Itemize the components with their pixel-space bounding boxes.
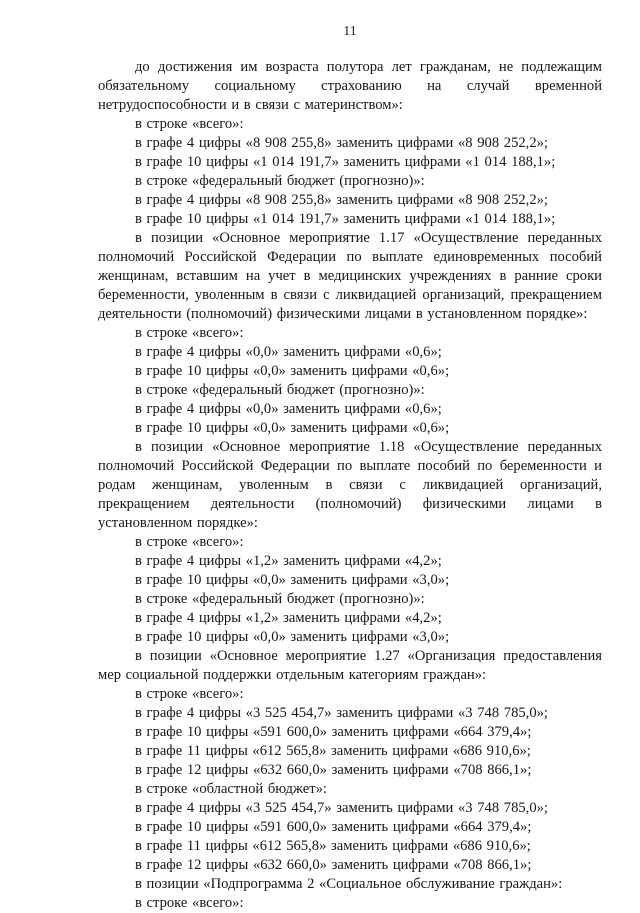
- paragraph: в позиции «Основное мероприятие 1.17 «Осуществление переданных полномочий Российской Федерации по выплате единовременных пособий женщинам, вставшим на учет в медицинских учреждениях в ранние сроки беременности, уволенным в связи с ликвидацией организаций, прекращением деятельности (полномочий) физическими лицами в установленном порядке»:: [98, 230, 602, 322]
- paragraph: в графе 10 цифры «591 600,0» заменить цифрами «664 379,4»;: [135, 819, 532, 835]
- paragraph: в графе 12 цифры «632 660,0» заменить цифрами «708 866,1»;: [135, 857, 532, 873]
- paragraph: в строке «областной бюджет»:: [135, 781, 327, 797]
- paragraph: в графе 10 цифры «1 014 191,7» заменить цифрами «1 014 188,1»;: [135, 211, 556, 227]
- paragraph: в позиции «Основное мероприятие 1.27 «Организация предоставления мер социальной поддержки отдельным категориям граждан»:: [98, 648, 602, 683]
- paragraph: в графе 4 цифры «0,0» заменить цифрами «0,6»;: [135, 401, 442, 417]
- paragraph: в графе 10 цифры «1 014 191,7» заменить цифрами «1 014 188,1»;: [135, 154, 556, 170]
- paragraph: в графе 10 цифры «0,0» заменить цифрами «3,0»;: [135, 629, 450, 645]
- paragraph: в графе 11 цифры «612 565,8» заменить цифрами «686 910,6»;: [135, 743, 531, 759]
- paragraph: в графе 4 цифры «1,2» заменить цифрами «4,2»;: [135, 553, 442, 569]
- paragraph: в графе 4 цифры «3 525 454,7» заменить цифрами «3 748 785,0»;: [135, 800, 548, 816]
- page-number: 11: [343, 24, 357, 39]
- paragraph: до достижения им возраста полутора лет гражданам, не подлежащим обязательному социальному страхованию на случай временной нетрудоспособности и в связи с материнством»:: [98, 59, 602, 113]
- paragraph: в графе 4 цифры «3 525 454,7» заменить цифрами «3 748 785,0»;: [135, 705, 548, 721]
- paragraph: в строке «всего»:: [135, 686, 244, 702]
- paragraph: в графе 10 цифры «0,0» заменить цифрами «0,6»;: [135, 363, 450, 379]
- paragraph: в графе 10 цифры «0,0» заменить цифрами «3,0»;: [135, 572, 450, 588]
- paragraph-list: [98, 58, 602, 913]
- paragraph: в строке «всего»:: [135, 116, 244, 132]
- paragraph: в строке «всего»:: [135, 895, 244, 911]
- paragraph: в графе 4 цифры «0,0» заменить цифрами «0,6»;: [135, 344, 442, 360]
- paragraph: в строке «федеральный бюджет (прогнозно)»:: [135, 382, 425, 398]
- paragraph: в графе 4 цифры «8 908 255,8» заменить цифрами «8 908 252,2»;: [135, 192, 548, 208]
- paragraph: в графе 10 цифры «591 600,0» заменить цифрами «664 379,4»;: [135, 724, 532, 740]
- paragraph: в графе 4 цифры «1,2» заменить цифрами «4,2»;: [135, 610, 442, 626]
- paragraph: в строке «всего»:: [135, 534, 244, 550]
- paragraph: в графе 11 цифры «612 565,8» заменить цифрами «686 910,6»;: [135, 838, 531, 854]
- paragraph: в позиции «Основное мероприятие 1.18 «Осуществление переданных полномочий Российской Федерации по выплате пособий по беременности и родам женщинам, уволенным в связи с ликвидацией организаций, прекращением деятельности (полномочий) физическими лицами в установленном порядке»:: [98, 439, 602, 531]
- paragraph: в строке «федеральный бюджет (прогнозно)»:: [135, 173, 425, 189]
- paragraph: в позиции «Подпрограмма 2 «Социальное обслуживание граждан»:: [135, 876, 563, 892]
- paragraph: в графе 10 цифры «0,0» заменить цифрами «0,6»;: [135, 420, 450, 436]
- paragraph: в графе 4 цифры «8 908 255,8» заменить цифрами «8 908 252,2»;: [135, 135, 548, 151]
- paragraph: в строке «всего»:: [135, 325, 244, 341]
- paragraph: в графе 12 цифры «632 660,0» заменить цифрами «708 866,1»;: [135, 762, 532, 778]
- paragraph: в строке «федеральный бюджет (прогнозно)»:: [135, 591, 425, 607]
